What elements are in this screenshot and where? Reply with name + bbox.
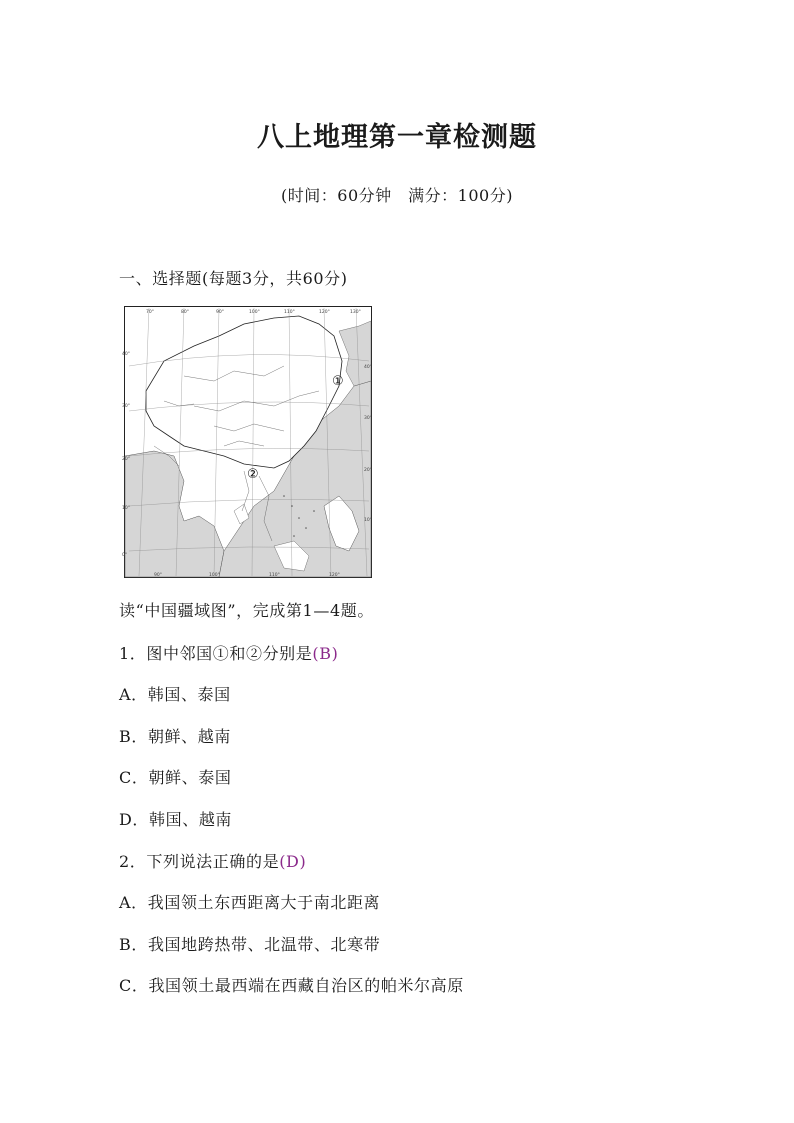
map-right-tick: 30° [364,416,372,421]
section-heading: 一、选择题(每题3分，共60分) [119,269,348,288]
map-top-tick: 100° [249,310,260,315]
question-2-option-a: A．我国领土东西距离大于南北距离 [119,893,381,912]
map-left-tick: 20° [122,457,130,462]
map-top-tick: 110° [284,310,295,315]
china-territory-map [124,306,372,578]
question-2-answer: (D) [279,852,307,871]
question-1-text: 1．图中邻国①和②分别是 [119,644,313,663]
page-subtitle: (时间：60分钟 满分：100分) [281,186,513,205]
question-1-option-c: C．朝鲜、泰国 [119,768,232,787]
map-marker-1: ① [332,374,344,389]
map-left-tick: 30° [122,404,130,409]
page-title: 八上地理第一章检测题 [257,122,537,153]
map-left-tick: 40° [122,352,130,357]
map-top-tick: 120° [319,310,330,315]
question-2-option-b: B．我国地跨热带、北温带、北寒带 [119,935,381,954]
question-2-text: 2．下列说法正确的是 [119,852,280,871]
map-top-tick: 90° [216,310,224,315]
question-1-option-a: A．韩国、泰国 [119,685,231,704]
map-left-tick: 10° [122,506,130,511]
question-1-stem [119,641,338,664]
map-right-tick: 20° [364,468,372,473]
map-bottom-tick: 110° [269,573,280,578]
question-1-option-b: B．朝鲜、越南 [119,727,231,746]
map-bottom-tick: 90° [154,573,162,578]
map-bottom-tick: 100° [209,573,220,578]
map-top-tick: 130° [350,310,361,315]
map-marker-2: ② [247,467,259,482]
question-1-option-d: D．韩国、越南 [119,810,233,829]
map-top-tick: 70° [146,310,154,315]
map-top-tick: 80° [181,310,189,315]
map-right-tick: 40° [364,365,372,370]
map-left-tick: 0° [122,553,128,558]
question-2-option-c: C．我国领土最西端在西藏自治区的帕米尔高原 [119,976,464,995]
map-bottom-tick: 120° [329,573,340,578]
map-instruction: 读“中国疆域图”，完成第1—4题。 [119,601,374,620]
question-2-stem [119,849,306,872]
map-right-tick: 10° [364,518,372,523]
question-1-answer: (B) [312,644,339,663]
